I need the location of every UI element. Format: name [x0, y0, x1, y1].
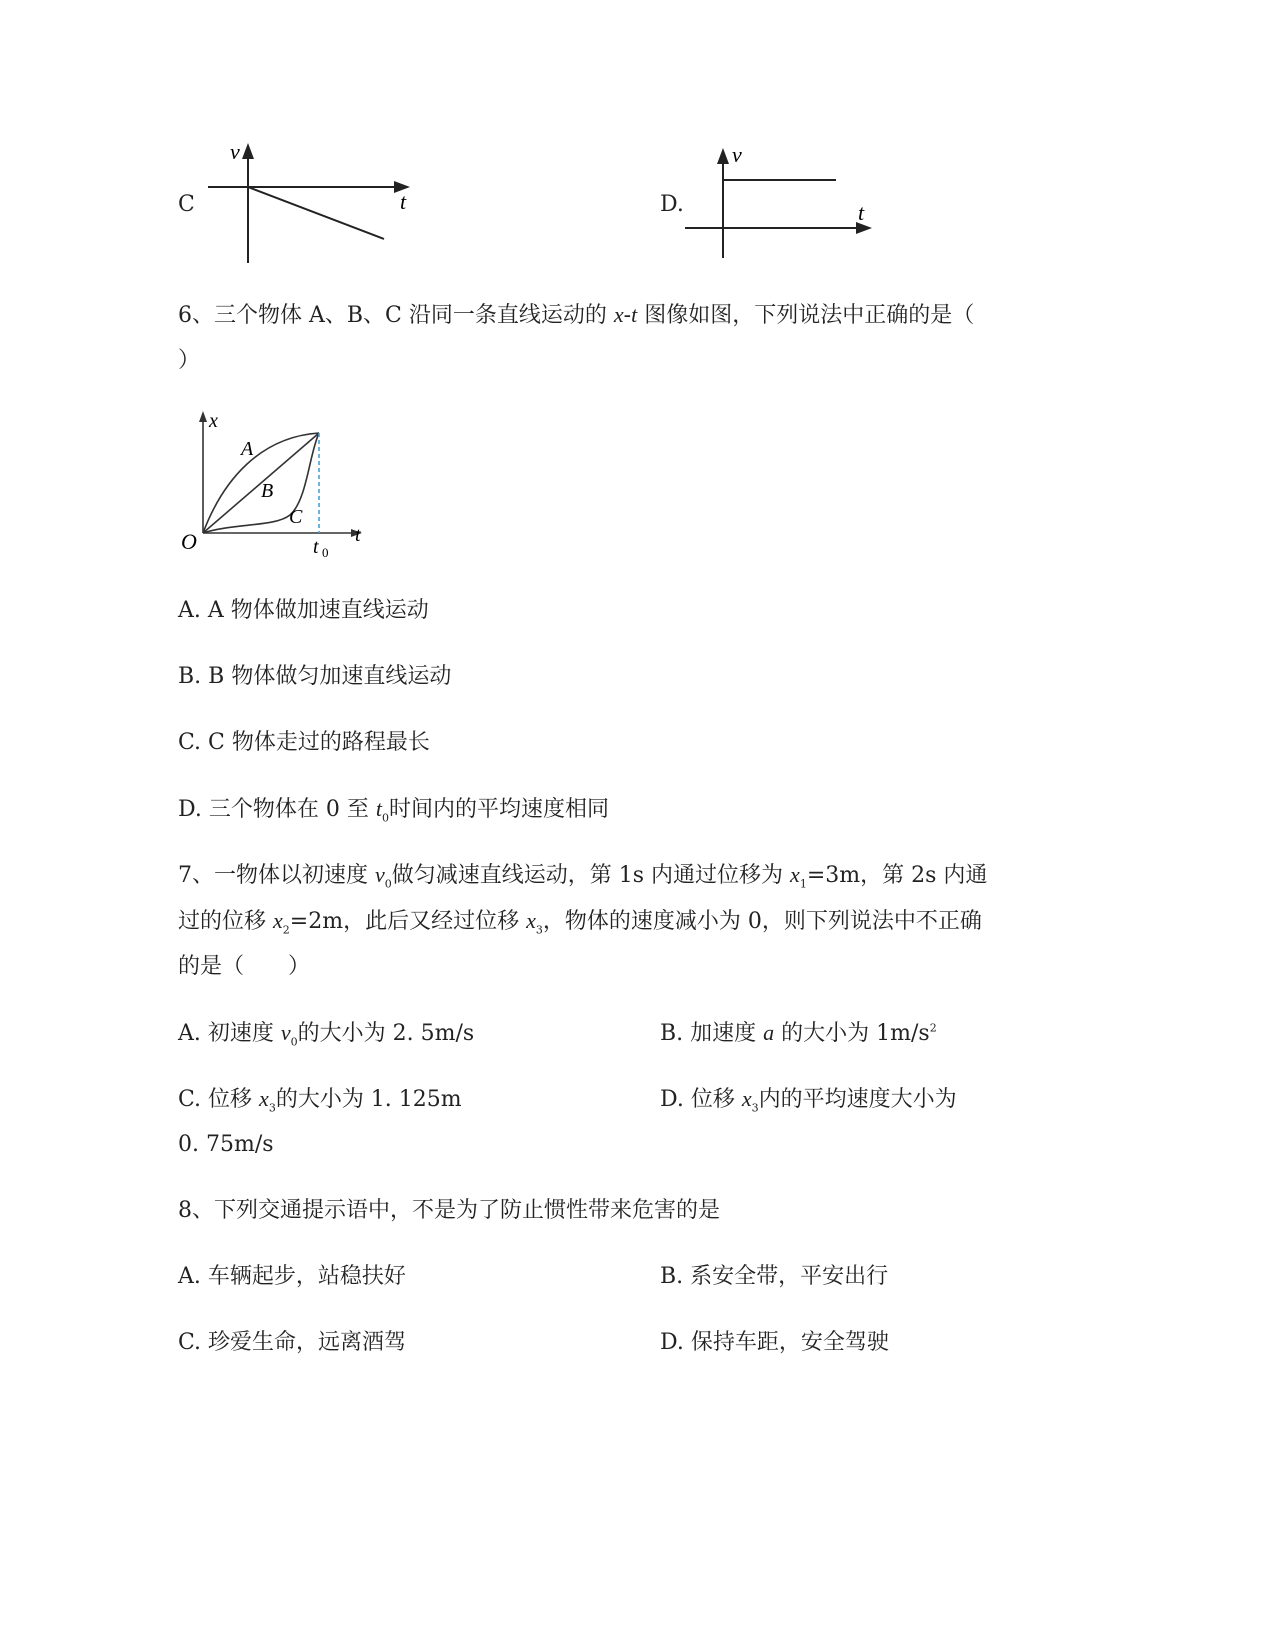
q7-option-c: C. 位移 $x_3$的大小为 1. 125m: [178, 1086, 462, 1115]
q7-stem-line3: 的是（ ）: [178, 954, 311, 979]
q8-option-a: A. 车辆起步，站稳扶好: [178, 1264, 406, 1289]
q6-stem-line1: 6、三个物体 A、B、C 沿同一条直线运动的 x-t 图像如图，下列说法中正确的是（: [178, 302, 975, 328]
q6-option-b: B. B 物体做匀加速直线运动: [178, 664, 452, 689]
q6-label-b: B: [261, 480, 274, 502]
q6-label-a: A: [241, 438, 254, 460]
graph-d-y-label: v: [732, 142, 742, 167]
q8-option-d: D. 保持车距，安全驾驶: [660, 1330, 889, 1355]
graph-d-y-arrow: [717, 148, 729, 164]
graph-d-velocity-time: [680, 140, 880, 265]
q6-option-c: C. C 物体走过的路程最长: [178, 730, 430, 755]
q6-y-arrow: [199, 411, 207, 422]
q6-option-d: D. 三个物体在 0 至 $t_0$时间内的平均速度相同: [178, 796, 609, 825]
q8-stem: 8、下列交通提示语中，不是为了防止惯性带来危害的是: [178, 1198, 720, 1223]
q6-xt-figure: [175, 405, 385, 565]
q6-y-label: x: [209, 410, 218, 432]
graph-c-velocity-time: [200, 135, 425, 270]
q7-option-b: B. 加速度 a 的大小为 $1m/s^2$: [660, 1020, 937, 1046]
q7-stem-line2: 过的位移 $x_2=2m$，此后又经过位移 $x_3$，物体的速度减小为 0，则下列说法中不正确: [178, 908, 982, 937]
q6-stem-line2: ）: [178, 348, 201, 373]
graph-c-line: [248, 187, 384, 239]
option-d-label: D.: [660, 192, 684, 217]
q6-option-a: A. A 物体做加速直线运动: [178, 598, 429, 623]
q7-stem-line1: 7、一物体以初速度 $v_0$做匀减速直线运动，第 1s 内通过位移为 $x_1=3m$，第 2s 内通: [178, 862, 988, 891]
q8-option-c: C. 珍爱生命，远离酒驾: [178, 1330, 407, 1355]
option-c-label: C: [178, 192, 195, 217]
graph-d-x-label: t: [858, 200, 865, 225]
q6-x-label: t: [355, 524, 361, 546]
graph-c-y-arrow: [242, 143, 254, 159]
q6-origin-label: O: [181, 529, 197, 554]
graph-c-y-label: v: [230, 139, 240, 164]
q8-option-b: B. 系安全带，平安出行: [660, 1264, 889, 1289]
q7-option-d: D. 位移 $x_3$内的平均速度大小为: [660, 1086, 957, 1115]
q7-option-a: A. 初速度 $v_0$的大小为 2. 5m/s: [178, 1020, 475, 1049]
q6-t0-subscript: 0: [322, 545, 329, 560]
q6-t0-label: t: [313, 536, 319, 558]
q6-label-c: C: [289, 506, 303, 528]
q7-option-d-continued: 0. 75m/s: [178, 1132, 274, 1157]
graph-c-x-label: t: [400, 189, 407, 214]
